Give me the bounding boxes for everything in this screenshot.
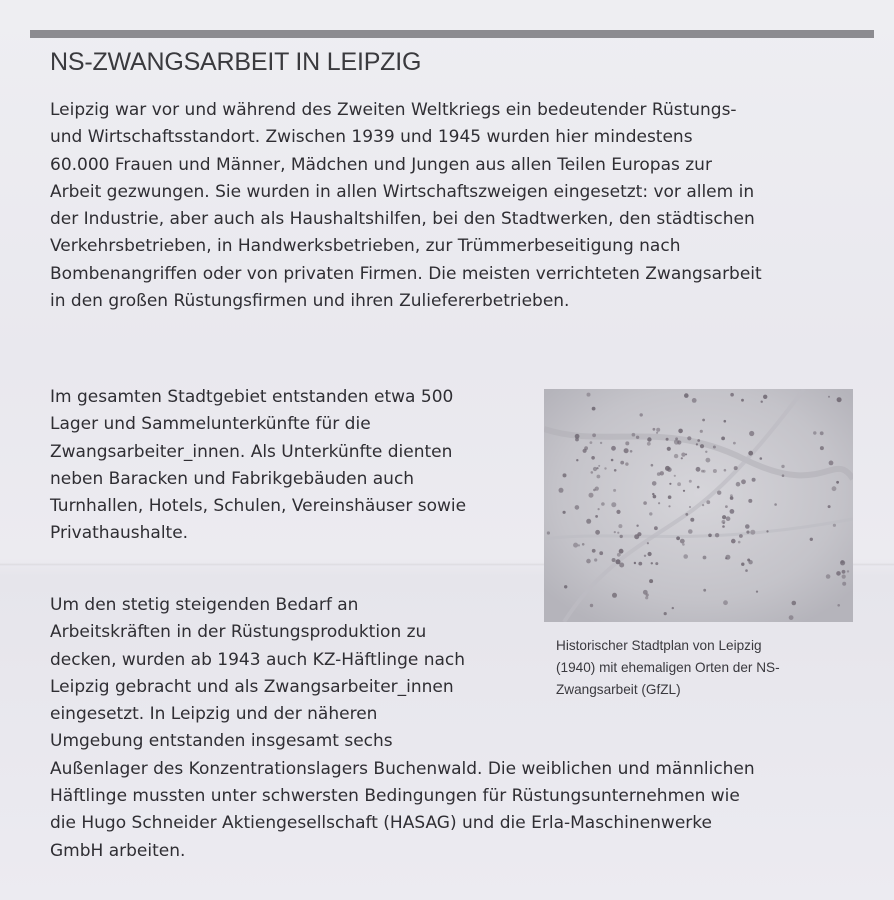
map-site-marker — [730, 509, 735, 514]
map-site-marker — [617, 532, 619, 534]
map-site-marker — [722, 525, 725, 528]
map-site-marker — [666, 438, 669, 441]
text-line: der Industrie, aber auch als Haushaltshilfen, bei den Stadtwerken, den städtischen — [50, 209, 755, 230]
map-site-marker — [826, 574, 831, 579]
top-rule — [30, 30, 874, 38]
map-site-marker — [748, 499, 752, 503]
map-site-marker — [652, 493, 654, 495]
text-line: neben Baracken und Fabrikgebäuden auch — [50, 468, 415, 489]
map-site-marker — [706, 500, 710, 504]
map-site-marker — [632, 433, 636, 437]
map-site-marker — [669, 483, 671, 485]
map-site-marker — [761, 401, 763, 403]
map-site-marker — [668, 505, 670, 507]
map-site-marker — [547, 531, 550, 534]
caption-line: (1940) mit ehemaligen Orten der NS- — [556, 660, 780, 675]
map-site-marker — [625, 441, 629, 445]
caption-line: Zwangsarbeit (GfZL) — [556, 682, 681, 697]
map-site-marker — [689, 480, 692, 483]
map-site-marker — [696, 443, 698, 445]
map-site-marker — [692, 398, 697, 403]
map-site-marker — [820, 446, 824, 450]
map-site-marker — [685, 513, 688, 516]
map-site-marker — [634, 534, 639, 539]
map-site-marker — [595, 487, 599, 491]
map-site-marker — [690, 518, 694, 522]
map-site-marker — [836, 571, 841, 576]
map-site-marker — [741, 563, 744, 566]
map-site-marker — [700, 444, 704, 448]
map-site-marker — [738, 541, 741, 544]
map-site-marker — [657, 472, 661, 476]
map-site-marker — [611, 502, 616, 507]
map-site-marker — [598, 465, 600, 467]
map-site-marker — [746, 531, 749, 534]
map-site-marker — [734, 466, 738, 470]
map-site-marker — [724, 469, 727, 472]
map-site-marker — [595, 530, 600, 535]
map-site-marker — [842, 570, 846, 574]
map-site-marker — [739, 534, 743, 538]
map-site-marker — [593, 467, 597, 471]
map-graphic — [544, 389, 853, 622]
map-site-marker — [682, 543, 685, 546]
map-site-marker — [717, 491, 721, 495]
text-line: eingesetzt. In Leipzig und der näheren — [50, 704, 378, 725]
text-line: Umgebung entstanden insgesamt sechs — [50, 731, 393, 752]
map-site-marker — [653, 495, 657, 499]
map-site-marker — [774, 503, 777, 506]
text-line: Im gesamten Stadtgebiet entstanden etwa 500 — [50, 387, 454, 407]
map-site-marker — [678, 429, 683, 434]
map-site-marker — [724, 420, 727, 423]
map-site-marker — [586, 519, 591, 524]
map-site-marker — [595, 515, 598, 518]
map-site-marker — [613, 489, 616, 492]
map-site-marker — [703, 556, 707, 560]
map-site-marker — [828, 396, 830, 398]
map-site-marker — [697, 486, 700, 489]
map-site-marker — [654, 526, 658, 530]
map-site-marker — [730, 494, 733, 497]
map-site-marker — [708, 534, 712, 538]
map-site-marker — [741, 479, 746, 484]
map-site-marker — [624, 448, 629, 453]
map-site-marker — [564, 585, 567, 588]
map-site-marker — [668, 495, 672, 499]
map-site-marker — [625, 462, 628, 465]
map-site-marker — [842, 575, 846, 579]
map-site-marker — [745, 569, 748, 572]
map-site-marker — [733, 442, 736, 445]
map-site-marker — [683, 490, 685, 492]
map-site-marker — [576, 459, 578, 461]
map-site-marker — [590, 441, 593, 444]
map-site-marker — [591, 456, 595, 460]
map-site-marker — [653, 428, 656, 431]
map-site-marker — [591, 471, 594, 474]
paragraph-camps — [50, 384, 540, 548]
map-site-marker — [837, 397, 842, 402]
text-line: Arbeit gezwungen. Sie wurden in allen Wirtschaftszweigen eingesetzt: vor allem in — [50, 181, 755, 202]
text-line: Bombenangriffen oder von privaten Firmen. Die meisten verrichteten Zwangsarbeit — [50, 263, 762, 284]
text-line: 60.000 Frauen und Männer, Mädchen und Jungen aus allen Teilen Europas zur — [50, 154, 712, 175]
map-site-marker — [840, 560, 845, 565]
map-site-marker — [725, 557, 727, 559]
paragraph-intro — [50, 97, 865, 315]
map-site-marker — [833, 524, 836, 527]
map-site-marker — [722, 520, 726, 524]
text-line: in den großen Rüstungsfirmen und ihren Zuliefererbetrieben. — [50, 291, 570, 312]
text-line: Leipzig war vor und während des Zweiten Weltkriegs ein bedeutender Rüstungs- — [50, 100, 737, 120]
map-site-marker — [689, 506, 691, 508]
map-site-marker — [647, 437, 651, 441]
map-site-marker — [655, 562, 658, 565]
map-site-marker — [578, 544, 580, 546]
map-site-marker — [688, 529, 693, 534]
map-site-marker — [752, 478, 756, 482]
map-site-marker — [587, 393, 591, 397]
map-site-marker — [638, 562, 642, 566]
map-site-marker — [681, 453, 685, 457]
map-site-marker — [643, 501, 647, 505]
map-site-marker — [559, 488, 564, 493]
map-site-marker — [583, 449, 587, 453]
map-site-marker — [597, 475, 601, 479]
map-site-marker — [589, 493, 594, 498]
map-site-marker — [687, 436, 691, 440]
map-site-marker — [596, 467, 598, 469]
map-site-marker — [706, 458, 711, 463]
map-site-marker — [594, 558, 597, 561]
map-site-marker — [810, 538, 813, 541]
map-site-marker — [680, 539, 685, 544]
map-site-marker — [640, 413, 643, 416]
map-site-marker — [813, 431, 816, 434]
map-site-marker — [750, 530, 755, 535]
text-line: Lager und Sammelunterkünfte für die — [50, 414, 371, 435]
historic-city-map-image — [544, 389, 853, 622]
text-line: die Hugo Schneider Aktiengesellschaft (HASAG) und die Erla-Maschinenwerke — [50, 813, 712, 834]
map-site-marker — [748, 451, 753, 456]
text-line: Häftlinge mussten unter schwersten Bedingungen für Rüstungsunternehmen wie — [50, 786, 740, 807]
text-line: Außenlager des Konzentrationslagers Buchenwald. Die weiblichen und männlichen — [50, 758, 755, 779]
map-site-marker — [736, 482, 741, 487]
map-site-marker — [697, 439, 700, 442]
text-line: Leipzig gebracht und als Zwangsarbeiter_innen — [50, 676, 454, 697]
map-site-marker — [731, 539, 736, 544]
map-site-marker — [715, 533, 719, 537]
map-site-marker — [745, 524, 750, 529]
map-site-marker — [741, 399, 744, 402]
map-site-marker — [674, 475, 676, 477]
map-site-marker — [763, 395, 767, 399]
map-site-marker — [656, 428, 660, 432]
text-line: Um den stetig steigenden Bedarf an — [50, 595, 359, 615]
map-site-marker — [599, 551, 603, 555]
text-line: und Wirtschaftsstandort. Zwischen 1939 und 1945 wurden hier mindestens — [50, 127, 693, 148]
map-site-marker — [725, 505, 728, 508]
map-site-marker — [721, 437, 725, 441]
map-site-marker — [749, 431, 754, 436]
map-site-marker — [842, 582, 846, 586]
map-site-marker — [634, 562, 636, 564]
text-line: Privathaushalte. — [50, 523, 189, 544]
map-site-marker — [828, 505, 831, 508]
map-site-marker — [674, 454, 678, 458]
map-site-marker — [701, 470, 704, 473]
map-site-marker — [620, 461, 624, 465]
map-site-marker — [600, 442, 602, 444]
map-site-marker — [781, 465, 784, 468]
map-site-marker — [592, 549, 596, 553]
map-site-marker — [820, 431, 824, 435]
text-line: decken, wurden ab 1943 auch KZ-Häftlinge nach — [50, 649, 466, 670]
map-site-marker — [617, 553, 621, 557]
map-site-marker — [618, 524, 622, 528]
map-site-marker — [705, 451, 707, 453]
map-site-marker — [685, 453, 687, 455]
paragraph-concentration-camps — [50, 592, 865, 865]
map-site-marker — [647, 542, 649, 544]
map-site-marker — [575, 434, 580, 439]
text-line: GmbH arbeiten. — [50, 840, 186, 861]
map-site-marker — [652, 481, 657, 486]
text-line: Verkehrsbetrieben, in Handwerksbetrieben, zur Trümmerbeseitigung nach — [50, 236, 681, 257]
map-site-marker — [586, 559, 591, 564]
map-site-marker — [832, 486, 837, 491]
map-site-marker — [647, 442, 651, 446]
map-site-marker — [836, 481, 839, 484]
map-site-marker — [847, 570, 849, 572]
map-site-marker — [713, 469, 717, 473]
map-site-marker — [713, 446, 716, 449]
map-site-marker — [630, 450, 633, 453]
map-site-marker — [636, 436, 639, 439]
map-site-marker — [702, 419, 705, 422]
map-site-marker — [726, 516, 731, 521]
map-site-marker — [573, 543, 578, 548]
map-site-marker — [676, 536, 680, 540]
text-line: Zwangsarbeiter_innen. Als Unterkünfte dienten — [50, 441, 453, 462]
map-site-marker — [702, 504, 704, 506]
map-site-marker — [829, 461, 834, 466]
map-site-marker — [601, 502, 605, 506]
map-site-marker — [611, 446, 616, 451]
caption-line: Historischer Stadtplan von Leipzig — [556, 638, 762, 653]
map-site-marker — [667, 447, 671, 451]
map-site-marker — [619, 549, 624, 554]
page-title: NS-ZWANGSARBEIT IN LEIPZIG — [50, 48, 422, 76]
map-site-marker — [782, 474, 785, 477]
map-site-marker — [616, 510, 620, 514]
map-site-marker — [681, 457, 683, 459]
map-site-marker — [648, 552, 652, 556]
map-site-marker — [747, 559, 750, 562]
map-site-marker — [722, 515, 726, 519]
map-site-marker — [611, 459, 614, 462]
map-site-marker — [683, 554, 688, 559]
map-site-marker — [644, 555, 646, 557]
map-site-marker — [730, 393, 734, 397]
map-site-marker — [677, 482, 681, 486]
text-line: Turnhallen, Hotels, Schulen, Vereinshäuser sowie — [50, 496, 467, 517]
map-site-marker — [649, 512, 652, 515]
map-site-marker — [684, 393, 689, 398]
map-site-marker — [563, 511, 566, 514]
map-site-marker — [614, 531, 616, 533]
map-site-marker — [656, 432, 658, 434]
map-site-marker — [592, 433, 596, 437]
map-site-marker — [582, 543, 585, 546]
map-site-marker — [620, 535, 623, 538]
map-site-marker — [612, 558, 616, 562]
map-site-marker — [674, 439, 679, 444]
text-line: Arbeitskräften in der Rüstungsproduktion zu — [50, 622, 427, 643]
map-site-marker — [575, 505, 580, 510]
map-site-marker — [649, 579, 653, 583]
map-site-marker — [604, 467, 606, 469]
map-site-marker — [700, 430, 703, 433]
map-site-marker — [766, 530, 768, 532]
map-site-marker — [651, 464, 654, 467]
map-site-marker — [651, 562, 653, 564]
map-site-marker — [760, 457, 763, 460]
map-site-marker — [616, 559, 621, 564]
map-site-marker — [598, 508, 600, 510]
map-site-marker — [658, 502, 660, 504]
map-site-marker — [614, 469, 617, 472]
map-site-marker — [636, 525, 638, 527]
map-site-marker — [563, 473, 567, 477]
map-site-marker — [665, 466, 670, 471]
map-site-marker — [592, 407, 596, 411]
map-site-marker — [696, 467, 701, 472]
